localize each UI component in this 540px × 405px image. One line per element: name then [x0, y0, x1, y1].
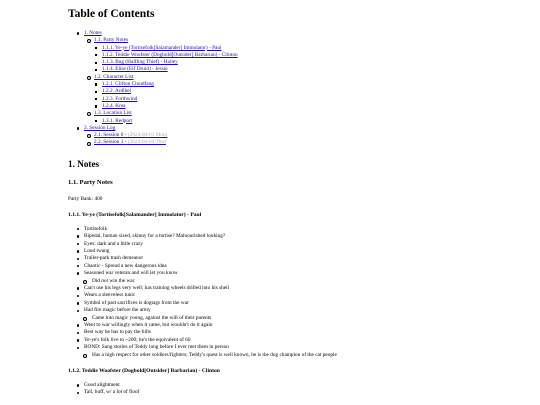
toc-item	[94, 110, 540, 125]
toc-link-session-log[interactable]: 2. Session Log	[84, 124, 116, 131]
toc-item	[94, 37, 540, 73]
toc-item	[102, 66, 540, 73]
list-item: Good alightment	[84, 382, 540, 389]
list-item: Chaotic - Spread a new dangerous idea	[84, 263, 540, 270]
toc-link-session-1[interactable]: 2.2. Session 1 - (2024-04-04 Thu)	[94, 139, 166, 146]
toc-item	[102, 103, 540, 110]
toc-item	[102, 81, 540, 88]
list-item: Tortisefolk	[84, 226, 540, 233]
list-item: Ye-ye's folk live to ~200; he's the equivalent of 60	[84, 337, 540, 344]
section-heading-notes: 1. Notes	[68, 158, 100, 169]
toc-link-ardlhel[interactable]: 1.2.2. Ardlhel	[102, 88, 132, 95]
toc-link-ye-ye[interactable]: 1.1.1. Ye-ye (Tortisefolk[Salamander] Immolator) - Paul	[102, 44, 222, 51]
toc-item	[84, 30, 540, 125]
list-subitem: Has a high respect for other soldiers/fighters; Teddy's quest is well known, he is the dog champion of the cat people	[84, 352, 540, 359]
toc-link-elise[interactable]: 1.1.4. Elise (Elf Druid) - Jessie	[102, 66, 168, 73]
teddie-trait-list	[68, 382, 540, 397]
list-item: Eyes: dark and a little crazy	[84, 241, 540, 248]
toc-link-notes[interactable]: 1. Notes	[84, 30, 102, 36]
subitem-prefix: Did	[92, 277, 102, 284]
toc-link-clifton[interactable]: 1.2.1. Clifton Cloudfang	[102, 81, 154, 88]
list-item: Can't use his legs very well; has training wheels drilled into his shell	[84, 285, 540, 292]
subitem-suffix: win the war	[108, 277, 135, 284]
list-item: BOND: Sang stories of Teddy long before I ever met them in person	[84, 344, 540, 351]
list-item: Went to war willingly when it came, but wouldn't do it again	[84, 322, 540, 329]
list-item: Loud twang	[84, 248, 540, 255]
toc-item	[94, 139, 540, 146]
list-item: Seasoned war veteran and will let you know	[84, 270, 540, 277]
list-item: Trailer-park trash demeanor	[84, 255, 540, 262]
toc-link-bug[interactable]: 1.1.3. Bug (Halfling Thief) - Hailey	[102, 59, 178, 66]
list-subitem: Came into magic young, against the will of their parents	[84, 315, 540, 322]
list-item: Tall, buff, w/ a lot of floof	[84, 389, 540, 396]
list-item: Symbol of past sacrifices is dogtags from the war	[84, 300, 540, 307]
table-of-contents	[68, 30, 540, 147]
toc-link-location-list[interactable]: 1.3. Location List	[94, 110, 132, 117]
toc-title: Table of Contents	[68, 8, 155, 20]
toc-item	[102, 118, 540, 125]
character-heading-ye-ye: 1.1.1. Ye-ye (Tortisefolk[Salamander] Immolator) - Paul	[68, 211, 202, 218]
toc-link-teddie[interactable]: 1.1.2. Teddie Woofster (Dogbold[Outsider] Barbarian) - Clinton	[102, 51, 238, 58]
toc-item	[102, 96, 540, 103]
toc-session-date: (2024-04-01 Mon)	[127, 132, 168, 139]
party-bank-text: Party Bank: 400	[68, 195, 103, 202]
toc-item	[84, 125, 540, 147]
list-item: Best way he has to pay the bills	[84, 329, 540, 336]
toc-link-krea[interactable]: 1.2.4. Krea	[102, 102, 126, 109]
toc-link-redport[interactable]: 1.3.1. Redport	[102, 117, 133, 124]
toc-link-session-0[interactable]: 2.1. Session 0 - (2024-04-01 Mon)	[94, 132, 168, 139]
toc-item	[102, 88, 540, 95]
list-subitem	[84, 278, 540, 285]
toc-session-label: 2.2. Session 1	[94, 139, 124, 146]
toc-link-party-notes[interactable]: 1.1. Party Notes	[94, 37, 129, 44]
emphasis-text: not	[101, 277, 109, 284]
toc-session-label: 2.1. Session 0	[94, 132, 124, 139]
toc-link-forthwind[interactable]: 1.2.3. Forthwind	[102, 95, 138, 102]
toc-session-date: (2024-04-04 Thu)	[127, 139, 166, 146]
character-heading-teddie: 1.1.2. Teddie Woofster (Dogbold[Outsider] Barbarian) - Clinton	[68, 368, 220, 375]
list-item: Bipedal, human sized, skinny for a tortise? Malnourished looking?	[84, 233, 540, 240]
list-item: Had fire magic before the army	[84, 307, 540, 314]
toc-item	[102, 45, 540, 52]
list-item: Wears a sleeveless tunic	[84, 292, 540, 299]
section-heading-party-notes: 1.1. Party Notes	[68, 178, 113, 186]
ye-ye-trait-list	[68, 226, 540, 359]
toc-link-character-list[interactable]: 1.2. Character List	[94, 73, 134, 80]
toc-item	[94, 74, 540, 110]
